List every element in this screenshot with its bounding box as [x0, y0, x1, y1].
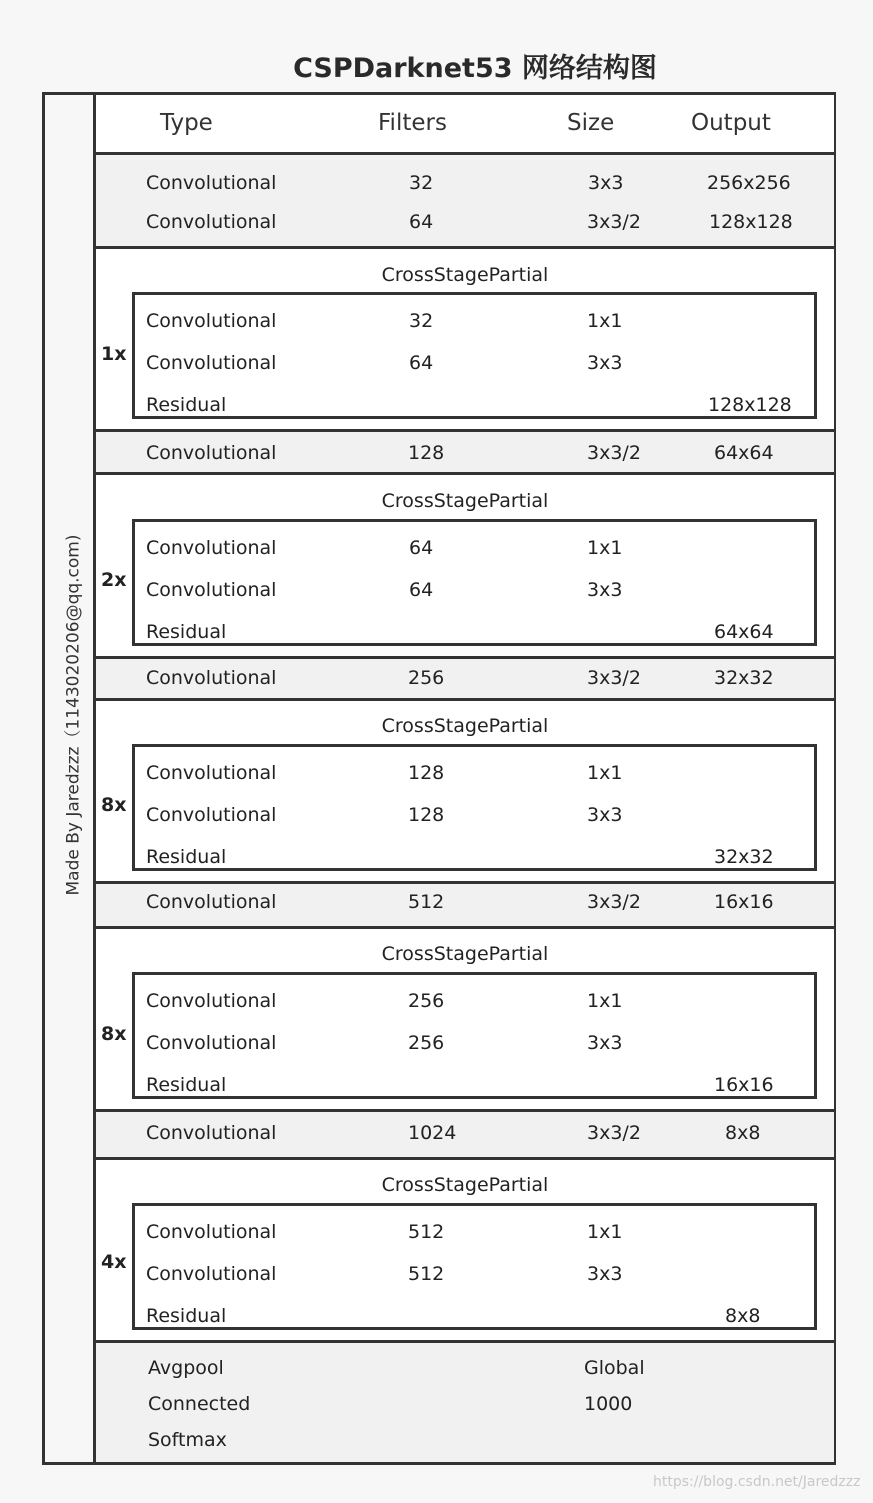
head-type: Connected — [148, 1393, 251, 1415]
residual-type: Residual — [146, 1305, 227, 1327]
layer-filters: 256 — [408, 990, 445, 1012]
downsample-size: 3x3/2 — [587, 891, 641, 913]
residual-type: Residual — [146, 621, 227, 643]
stem-filters: 32 — [409, 172, 434, 194]
layer-type: Convolutional — [146, 352, 277, 374]
downsample-output: 64x64 — [714, 442, 774, 464]
layer-type: Convolutional — [146, 1221, 277, 1243]
downsample-output: 16x16 — [714, 891, 774, 913]
layer-size: 1x1 — [587, 1221, 623, 1243]
downsample-size: 3x3/2 — [587, 442, 641, 464]
downsample-type: Convolutional — [146, 1122, 277, 1144]
csp-label: CrossStagePartial — [381, 943, 549, 965]
residual-type: Residual — [146, 1074, 227, 1096]
layer-size: 3x3 — [587, 579, 623, 601]
layer-filters: 512 — [408, 1221, 445, 1243]
downsample-output: 8x8 — [725, 1122, 761, 1144]
layer-size: 1x1 — [587, 990, 623, 1012]
residual-output: 128x128 — [708, 394, 792, 416]
csp-label: CrossStagePartial — [381, 715, 549, 737]
layer-size: 1x1 — [587, 762, 623, 784]
downsample-type: Convolutional — [146, 891, 277, 913]
diagram-title: CSPDarknet53 网络结构图 — [293, 53, 657, 84]
layer-filters: 64 — [409, 537, 434, 559]
header-output: Output — [691, 110, 771, 136]
downsample-size: 3x3/2 — [587, 1122, 641, 1144]
stem-type: Convolutional — [146, 211, 277, 233]
residual-type: Residual — [146, 394, 227, 416]
downsample-filters: 512 — [408, 891, 445, 913]
csp-label: CrossStagePartial — [381, 1174, 549, 1196]
downsample-size: 3x3/2 — [587, 667, 641, 689]
head-size: Global — [584, 1357, 645, 1379]
stem-size: 3x3 — [588, 172, 624, 194]
layer-type: Convolutional — [146, 804, 277, 826]
downsample-filters: 1024 — [408, 1122, 457, 1144]
watermark: https://blog.csdn.net/Jaredzzz — [653, 1474, 861, 1490]
residual-output: 32x32 — [714, 846, 774, 868]
repeat-count: 2x — [101, 569, 127, 591]
downsample-output: 32x32 — [714, 667, 774, 689]
downsample-filters: 128 — [408, 442, 445, 464]
residual-output: 8x8 — [725, 1305, 761, 1327]
layer-filters: 128 — [408, 762, 445, 784]
repeat-count: 8x — [101, 1023, 127, 1045]
layer-size: 3x3 — [587, 804, 623, 826]
layer-type: Convolutional — [146, 310, 277, 332]
downsample-type: Convolutional — [146, 667, 277, 689]
downsample-filters: 256 — [408, 667, 445, 689]
head-type: Avgpool — [148, 1357, 224, 1379]
downsample-type: Convolutional — [146, 442, 277, 464]
layer-filters: 64 — [409, 352, 434, 374]
residual-type: Residual — [146, 846, 227, 868]
head-type: Softmax — [148, 1429, 227, 1451]
layer-type: Convolutional — [146, 990, 277, 1012]
stem-output: 128x128 — [709, 211, 793, 233]
residual-output: 64x64 — [714, 621, 774, 643]
stem-filters: 64 — [409, 211, 434, 233]
header-size: Size — [567, 110, 615, 136]
layer-filters: 128 — [408, 804, 445, 826]
stem-type: Convolutional — [146, 172, 277, 194]
layer-filters: 512 — [408, 1263, 445, 1285]
layer-filters: 256 — [408, 1032, 445, 1054]
layer-size: 1x1 — [587, 310, 623, 332]
csp-label: CrossStagePartial — [381, 264, 549, 286]
layer-filters: 64 — [409, 579, 434, 601]
stem-output: 256x256 — [707, 172, 791, 194]
repeat-count: 8x — [101, 794, 127, 816]
head-size: 1000 — [584, 1393, 633, 1415]
header-type: Type — [160, 110, 213, 136]
layer-size: 3x3 — [587, 1263, 623, 1285]
repeat-count: 1x — [101, 343, 127, 365]
layer-size: 3x3 — [587, 1032, 623, 1054]
residual-output: 16x16 — [714, 1074, 774, 1096]
header-filters: Filters — [378, 110, 447, 136]
layer-filters: 32 — [409, 310, 434, 332]
layer-type: Convolutional — [146, 537, 277, 559]
layer-type: Convolutional — [146, 1263, 277, 1285]
layer-type: Convolutional — [146, 762, 277, 784]
stem-size: 3x3/2 — [587, 211, 641, 233]
layer-size: 1x1 — [587, 537, 623, 559]
layer-type: Convolutional — [146, 1032, 277, 1054]
layer-size: 3x3 — [587, 352, 623, 374]
layer-type: Convolutional — [146, 579, 277, 601]
author-note: Made By Jaredzzz（1143020206@qq.com) — [63, 534, 84, 896]
repeat-count: 4x — [101, 1251, 127, 1273]
csp-label: CrossStagePartial — [381, 490, 549, 512]
